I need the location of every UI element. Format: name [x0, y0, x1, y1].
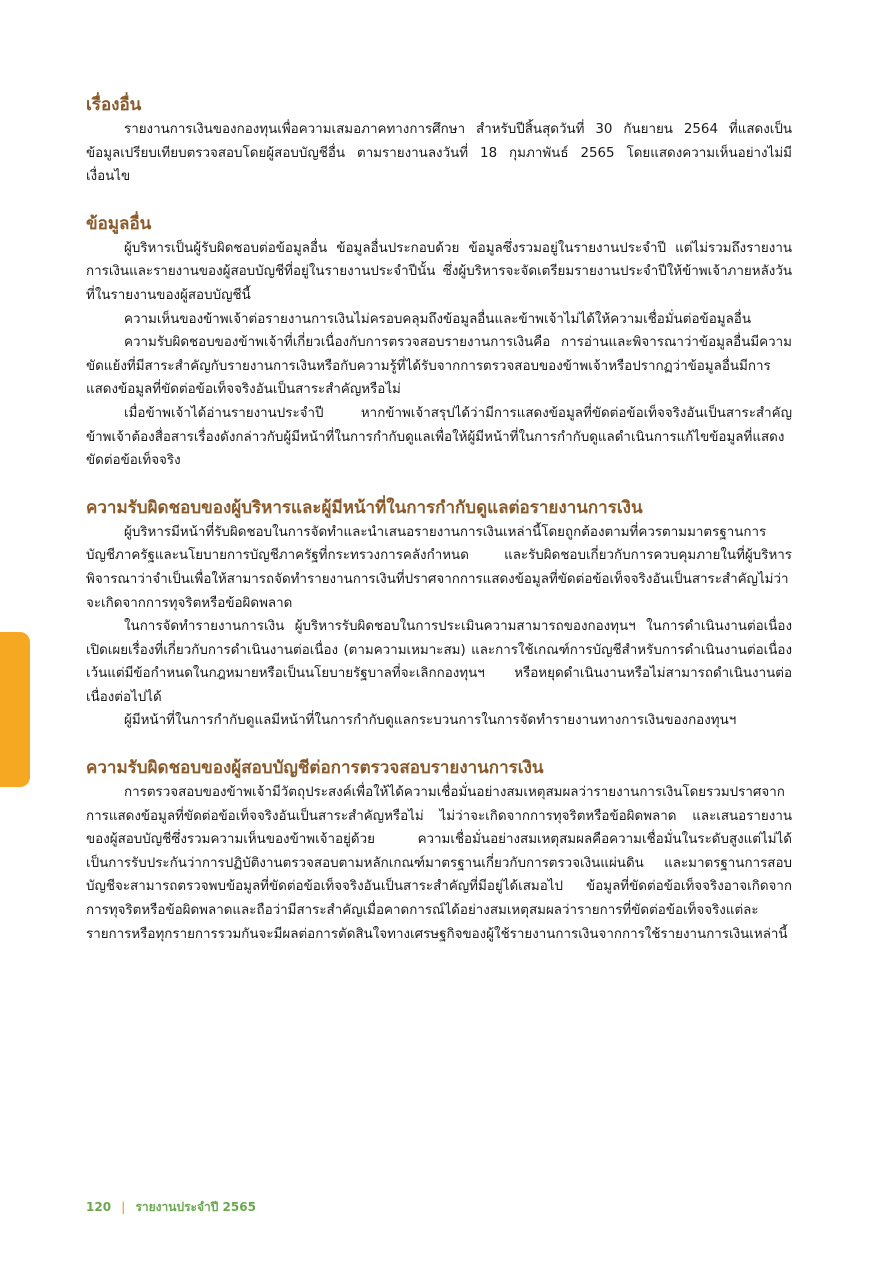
page-number: 120	[86, 1200, 112, 1214]
paragraph: ผู้มีหน้าที่ในการกำกับดูแลมีหน้าที่ในการกำกับดูแลกระบวนการในการจัดทำรายงานทางการเงินของกองทุนฯ	[124, 713, 737, 729]
side-tab-marker	[0, 632, 30, 787]
paragraph: ผู้บริหารมีหน้าที่รับผิดชอบในการจัดทำและนำเสนอรายงานการเงินเหล่านี้โดยถูกต้องตามที่ควรตามมาตรฐานการบัญชีภาครัฐและนโยบายการบัญชีภาครัฐที่กระทรวงการคลังกำหนด และรับผิดชอบเกี่ยวกับการควบคุมภายในที่ผู้บริหารพิจารณาว่าจำเป็นเพื่อให้สามารถจัดทำรายงานการเงินที่ปราศจากการแสดงข้อมูลที่ขัดต่อข้อเท็จจริงอันเป็นสาระสำคัญไม่ว่าจะเกิดจากการทุจริตหรือข้อผิดพลาด	[86, 524, 792, 611]
document-body	[86, 92, 792, 968]
section-heading-other-information: ข้อมูลอื่น	[86, 213, 152, 234]
section-management-responsibilities	[86, 495, 792, 733]
paragraph: ความเห็นของข้าพเจ้าต่อรายงานการเงินไม่ครอบคลุมถึงข้อมูลอื่นและข้าพเจ้าไม่ได้ให้ความเชื่อมั่นต่อข้อมูลอื่น	[124, 311, 751, 327]
paragraph: ผู้บริหารเป็นผู้รับผิดชอบต่อข้อมูลอื่น ข้อมูลอื่นประกอบด้วย ข้อมูลซึ่งรวมอยู่ในรายงานประจำปี แต่ไม่รวมถึงรายงานการเงินและรายงานของผู้สอบบัญชีที่อยู่ในรายงานประจำปีนั้น ซึ่งผู้บริหารจะจัดเตรียมรายงานประจำปีให้ข้าพเจ้าภายหลังวันที่ในรายงานของผู้สอบบัญชีนี้	[86, 240, 792, 303]
section-other-information	[86, 211, 792, 473]
paragraph: เมื่อข้าพเจ้าได้อ่านรายงานประจำปี หากข้าพเจ้าสรุปได้ว่ามีการแสดงข้อมูลที่ขัดต่อข้อเท็จจริงอันเป็นสาระสำคัญ ข้าพเจ้าต้องสื่อสารเรื่องดังกล่าวกับผู้มีหน้าที่ในการกำกับดูแลเพื่อให้ผู้มีหน้าที่ในการกำกับดูแลดำเนินการแก้ไขข้อมูลที่แสดงขัดต่อข้อเท็จจริง	[86, 405, 792, 469]
section-heading-auditor-responsibilities: ความรับผิดชอบของผู้สอบบัญชีต่อการตรวจสอบรายงานการเงิน	[86, 758, 544, 779]
footer-separator: |	[121, 1200, 126, 1214]
section-heading-other-matters: เรื่องอื่น	[86, 95, 142, 115]
page-footer	[86, 1198, 256, 1217]
report-title: รายงานประจำปี 2565	[135, 1200, 256, 1214]
section-other-matters	[86, 92, 792, 189]
paragraph: รายงานการเงินของกองทุนเพื่อความเสมอภาคทางการศึกษา สำหรับปีสิ้นสุดวันที่ 30 กันยายน 2564 ที่แสดงเป็นข้อมูลเปรียบเทียบตรวจสอบโดยผู้สอบบัญชีอื่น ตามรายงานลงวันที่ 18 กุมภาพันธ์ 2565 โดยแสดงความเห็นอย่างไม่มีเงื่อนไข	[86, 122, 792, 185]
paragraph: ความรับผิดชอบของข้าพเจ้าที่เกี่ยวเนื่องกับการตรวจสอบรายงานการเงินคือ การอ่านและพิจารณาว่าข้อมูลอื่นมีความขัดแย้งที่มีสาระสำคัญกับรายงานการเงินหรือกับความรู้ที่ได้รับจากการตรวจสอบของข้าพเจ้าหรือปรากฏว่าข้อมูลอื่นมีการแสดงข้อมูลที่ขัดต่อข้อเท็จจริงอันเป็นสาระสำคัญหรือไม่	[86, 335, 792, 398]
section-auditor-responsibilities	[86, 755, 792, 946]
paragraph: ในการจัดทำรายงานการเงิน ผู้บริหารรับผิดชอบในการประเมินความสามารถของกองทุนฯ ในการดำเนินงานต่อเนื่อง เปิดเผยเรื่องที่เกี่ยวกับการดำเนินงานต่อเนื่อง (ตามความเหมาะสม) และการใช้เกณฑ์การบัญชีสำหรับการดำเนินงานต่อเนื่องเว้นแต่มีข้อกำหนดในกฎหมายหรือเป็นนโยบายรัฐบาลที่จะเลิกกองทุนฯ หรือหยุดดำเนินงานหรือไม่สามารถดำเนินงานต่อเนื่องต่อไปได้	[86, 619, 792, 705]
paragraph: การตรวจสอบของข้าพเจ้ามีวัตถุประสงค์เพื่อให้ได้ความเชื่อมั่นอย่างสมเหตุสมผลว่ารายงานการเงินโดยรวมปราศจากการแสดงข้อมูลที่ขัดต่อข้อเท็จจริงอันเป็นสาระสำคัญหรือไม่ ไม่ว่าจะเกิดจากการทุจริตหรือข้อผิดพลาด และเสนอรายงานของผู้สอบบัญชีซึ่งรวมความเห็นของข้าพเจ้าอยู่ด้วย ความเชื่อมั่นอย่างสมเหตุสมผลคือความเชื่อมั่นในระดับสูงแต่ไม่ได้เป็นการรับประกันว่าการปฏิบัติงานตรวจสอบตามหลักเกณฑ์มาตรฐานเกี่ยวกับการตรวจเงินแผ่นดิน และมาตรฐานการสอบบัญชีจะสามารถตรวจพบข้อมูลที่ขัดต่อข้อเท็จจริงอันเป็นสาระสำคัญที่มีอยู่ได้เสมอไป ข้อมูลที่ขัดต่อข้อเท็จจริงอาจเกิดจากการทุจริตหรือข้อผิดพลาดและถือว่ามีสาระสำคัญเมื่อคาดการณ์ได้อย่างสมเหตุสมผลว่ารายการที่ขัดต่อข้อเท็จจริงแต่ละรายการหรือทุกรายการรวมกันจะมีผลต่อการตัดสินใจทางเศรษฐกิจของผู้ใช้รายงานการเงินจากการใช้รายงานการเงินเหล่านี้	[86, 785, 792, 942]
section-heading-management-responsibilities: ความรับผิดชอบของผู้บริหารและผู้มีหน้าที่ในการกำกับดูแลต่อรายงานการเงิน	[86, 497, 643, 518]
